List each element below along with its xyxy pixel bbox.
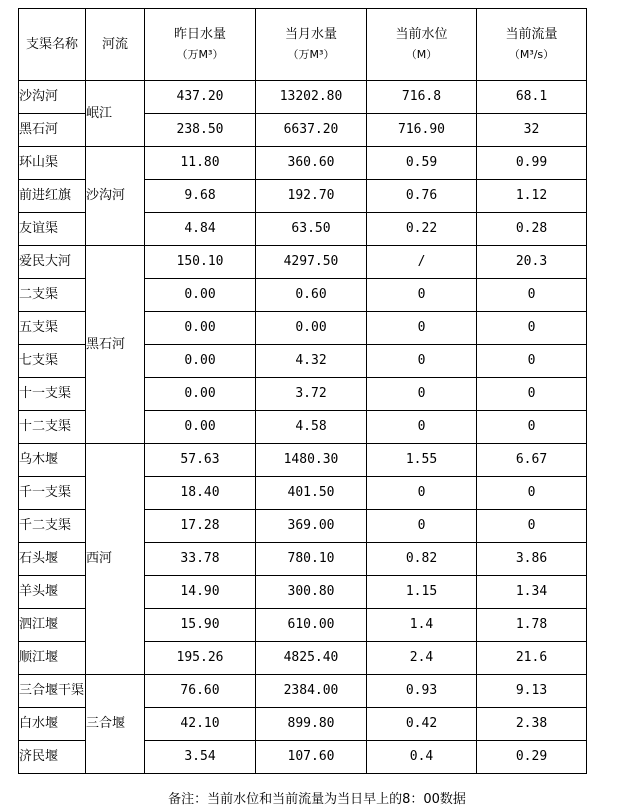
yesterday-value-cell: 17.28 bbox=[145, 510, 256, 543]
yesterday-value-cell: 0.00 bbox=[145, 378, 256, 411]
flow-value-cell: 6.67 bbox=[477, 444, 587, 477]
yesterday-value-cell: 195.26 bbox=[145, 642, 256, 675]
table-row bbox=[19, 675, 587, 708]
branch-name-cell: 黑石河 bbox=[19, 114, 86, 147]
branch-name-cell: 爱民大河 bbox=[19, 246, 86, 279]
level-value-cell: 0.22 bbox=[367, 213, 477, 246]
yesterday-value-cell: 9.68 bbox=[145, 180, 256, 213]
level-value-cell: 0.76 bbox=[367, 180, 477, 213]
level-value-cell: 716.90 bbox=[367, 114, 477, 147]
flow-value-cell: 0.28 bbox=[477, 213, 587, 246]
month-value-cell: 300.80 bbox=[256, 576, 367, 609]
month-value-cell: 899.80 bbox=[256, 708, 367, 741]
level-value-cell: 0.42 bbox=[367, 708, 477, 741]
flow-value-cell: 0 bbox=[477, 510, 587, 543]
branch-name-cell: 前进红旗 bbox=[19, 180, 86, 213]
yesterday-value-cell: 33.78 bbox=[145, 543, 256, 576]
branch-name-cell: 三合堰干渠 bbox=[19, 675, 86, 708]
level-value-cell: 0 bbox=[367, 312, 477, 345]
header-flow-unit: （M³/s） bbox=[508, 47, 555, 61]
level-value-cell: 2.4 bbox=[367, 642, 477, 675]
level-value-cell: 1.55 bbox=[367, 444, 477, 477]
level-value-cell: 0 bbox=[367, 279, 477, 312]
header-yesterday-unit: （万M³） bbox=[176, 47, 224, 61]
footnote: 备注：当前水位和当前流量为当日早上的8：00数据 bbox=[168, 792, 466, 807]
branch-name-cell: 十二支渠 bbox=[19, 411, 86, 444]
branch-name-cell: 五支渠 bbox=[19, 312, 86, 345]
branch-name-cell: 乌木堰 bbox=[19, 444, 86, 477]
level-value-cell: 1.4 bbox=[367, 609, 477, 642]
header-level bbox=[367, 9, 477, 81]
header-row bbox=[19, 9, 587, 81]
river-cell: 三合堰 bbox=[86, 675, 145, 774]
month-value-cell: 780.10 bbox=[256, 543, 367, 576]
branch-name-cell: 白水堰 bbox=[19, 708, 86, 741]
yesterday-value-cell: 0.00 bbox=[145, 411, 256, 444]
header-name: 支渠名称 bbox=[19, 9, 86, 81]
header-river: 河流 bbox=[86, 9, 145, 81]
water-data-table bbox=[18, 8, 587, 774]
yesterday-value-cell: 0.00 bbox=[145, 312, 256, 345]
level-value-cell: 0 bbox=[367, 510, 477, 543]
level-value-cell: 0.82 bbox=[367, 543, 477, 576]
table-row bbox=[19, 147, 587, 180]
flow-value-cell: 3.86 bbox=[477, 543, 587, 576]
branch-name-cell: 沙沟河 bbox=[19, 81, 86, 114]
level-value-cell: / bbox=[367, 246, 477, 279]
flow-value-cell: 1.78 bbox=[477, 609, 587, 642]
flow-value-cell: 1.34 bbox=[477, 576, 587, 609]
level-value-cell: 0.93 bbox=[367, 675, 477, 708]
branch-name-cell: 十一支渠 bbox=[19, 378, 86, 411]
yesterday-value-cell: 0.00 bbox=[145, 279, 256, 312]
yesterday-value-cell: 150.10 bbox=[145, 246, 256, 279]
month-value-cell: 610.00 bbox=[256, 609, 367, 642]
level-value-cell: 0.4 bbox=[367, 741, 477, 774]
yesterday-value-cell: 14.90 bbox=[145, 576, 256, 609]
flow-value-cell: 9.13 bbox=[477, 675, 587, 708]
header-yesterday bbox=[145, 9, 256, 81]
yesterday-value-cell: 0.00 bbox=[145, 345, 256, 378]
level-value-cell: 0 bbox=[367, 378, 477, 411]
month-value-cell: 63.50 bbox=[256, 213, 367, 246]
table-row bbox=[19, 444, 587, 477]
table-row bbox=[19, 81, 587, 114]
level-value-cell: 0 bbox=[367, 345, 477, 378]
month-value-cell: 0.00 bbox=[256, 312, 367, 345]
yesterday-value-cell: 76.60 bbox=[145, 675, 256, 708]
yesterday-value-cell: 15.90 bbox=[145, 609, 256, 642]
month-value-cell: 360.60 bbox=[256, 147, 367, 180]
yesterday-value-cell: 42.10 bbox=[145, 708, 256, 741]
table-row bbox=[19, 246, 587, 279]
flow-value-cell: 0 bbox=[477, 477, 587, 510]
header-month-unit: （万M³） bbox=[287, 47, 335, 61]
month-value-cell: 369.00 bbox=[256, 510, 367, 543]
month-value-cell: 3.72 bbox=[256, 378, 367, 411]
month-value-cell: 401.50 bbox=[256, 477, 367, 510]
yesterday-value-cell: 18.40 bbox=[145, 477, 256, 510]
level-value-cell: 1.15 bbox=[367, 576, 477, 609]
yesterday-value-cell: 11.80 bbox=[145, 147, 256, 180]
month-value-cell: 1480.30 bbox=[256, 444, 367, 477]
level-value-cell: 716.8 bbox=[367, 81, 477, 114]
month-value-cell: 2384.00 bbox=[256, 675, 367, 708]
header-yesterday-title: 昨日水量 bbox=[173, 26, 226, 42]
month-value-cell: 6637.20 bbox=[256, 114, 367, 147]
branch-name-cell: 千二支渠 bbox=[19, 510, 86, 543]
flow-value-cell: 0 bbox=[477, 411, 587, 444]
month-value-cell: 0.60 bbox=[256, 279, 367, 312]
flow-value-cell: 0 bbox=[477, 345, 587, 378]
river-cell: 沙沟河 bbox=[86, 147, 145, 246]
table-body bbox=[19, 81, 587, 774]
header-level-unit: （M） bbox=[405, 47, 438, 61]
yesterday-value-cell: 3.54 bbox=[145, 741, 256, 774]
river-cell: 岷江 bbox=[86, 81, 145, 147]
yesterday-value-cell: 238.50 bbox=[145, 114, 256, 147]
flow-value-cell: 0 bbox=[477, 279, 587, 312]
branch-name-cell: 石头堰 bbox=[19, 543, 86, 576]
branch-name-cell: 友谊渠 bbox=[19, 213, 86, 246]
flow-value-cell: 20.3 bbox=[477, 246, 587, 279]
yesterday-value-cell: 4.84 bbox=[145, 213, 256, 246]
branch-name-cell: 羊头堰 bbox=[19, 576, 86, 609]
level-value-cell: 0.59 bbox=[367, 147, 477, 180]
branch-name-cell: 泗江堰 bbox=[19, 609, 86, 642]
branch-name-cell: 二支渠 bbox=[19, 279, 86, 312]
level-value-cell: 0 bbox=[367, 411, 477, 444]
flow-value-cell: 0 bbox=[477, 378, 587, 411]
river-cell: 西河 bbox=[86, 444, 145, 675]
branch-name-cell: 顺江堰 bbox=[19, 642, 86, 675]
month-value-cell: 192.70 bbox=[256, 180, 367, 213]
month-value-cell: 4825.40 bbox=[256, 642, 367, 675]
flow-value-cell: 68.1 bbox=[477, 81, 587, 114]
header-flow bbox=[477, 9, 587, 81]
month-value-cell: 4297.50 bbox=[256, 246, 367, 279]
branch-name-cell: 七支渠 bbox=[19, 345, 86, 378]
branch-name-cell: 千一支渠 bbox=[19, 477, 86, 510]
river-cell: 黑石河 bbox=[86, 246, 145, 444]
branch-name-cell: 环山渠 bbox=[19, 147, 86, 180]
yesterday-value-cell: 57.63 bbox=[145, 444, 256, 477]
flow-value-cell: 21.6 bbox=[477, 642, 587, 675]
level-value-cell: 0 bbox=[367, 477, 477, 510]
month-value-cell: 13202.80 bbox=[256, 81, 367, 114]
flow-value-cell: 0.99 bbox=[477, 147, 587, 180]
month-value-cell: 4.32 bbox=[256, 345, 367, 378]
branch-name-cell: 济民堰 bbox=[19, 741, 86, 774]
flow-value-cell: 1.12 bbox=[477, 180, 587, 213]
flow-value-cell: 32 bbox=[477, 114, 587, 147]
flow-value-cell: 0 bbox=[477, 312, 587, 345]
header-flow-title: 当前流量 bbox=[505, 26, 558, 42]
header-month bbox=[256, 9, 367, 81]
header-month-title: 当月水量 bbox=[284, 26, 337, 42]
month-value-cell: 4.58 bbox=[256, 411, 367, 444]
flow-value-cell: 0.29 bbox=[477, 741, 587, 774]
yesterday-value-cell: 437.20 bbox=[145, 81, 256, 114]
header-level-title: 当前水位 bbox=[395, 26, 448, 42]
month-value-cell: 107.60 bbox=[256, 741, 367, 774]
flow-value-cell: 2.38 bbox=[477, 708, 587, 741]
